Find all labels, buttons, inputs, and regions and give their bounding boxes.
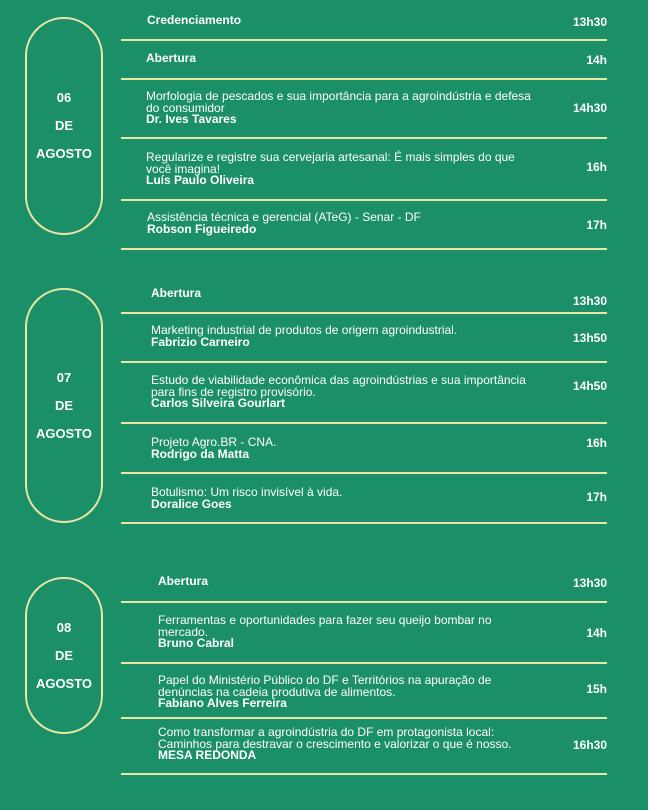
event-speaker: Robson Figueiredo (147, 221, 257, 236)
event-speaker: MESA REDONDA (158, 748, 257, 762)
event-title: Estudo de viabilidade econômica das agroindústrias e sua importância para fins de registro provisório. (151, 373, 526, 399)
divider (121, 662, 607, 664)
event-item (151, 487, 541, 510)
event-title: Projeto Agro.BR - CNA. (151, 435, 277, 449)
date-month: AGOSTO (35, 146, 93, 161)
event-item (146, 152, 536, 187)
event-speaker: Doralice Goes (151, 496, 232, 511)
event-abertura (151, 288, 541, 300)
event-title: Abertura (146, 51, 197, 65)
event-speaker: Dr. Ives Tavares (146, 112, 237, 126)
divider (121, 717, 607, 719)
date-month: AGOSTO (35, 425, 93, 441)
date-de: DE (54, 397, 74, 413)
divider (121, 601, 607, 603)
event-time: 16h (586, 436, 607, 450)
event-time: 17h (586, 218, 607, 232)
date-badge-06 (25, 17, 103, 235)
event-item (147, 212, 537, 235)
event-time: 14h50 (572, 379, 607, 393)
date-day: 07 (56, 369, 72, 385)
event-time: 14h (586, 626, 607, 640)
event-time: 16h30 (572, 738, 607, 752)
event-time: 13h50 (572, 331, 607, 345)
event-time: 15h (586, 682, 607, 696)
event-time: 17h (586, 490, 607, 504)
event-title: Abertura (158, 574, 209, 588)
divider (121, 199, 607, 201)
event-item (151, 375, 531, 410)
divider (121, 137, 607, 139)
event-time: 13h30 (572, 294, 607, 308)
event-time: 16h (586, 160, 607, 174)
event-title: Abertura (151, 286, 202, 300)
event-abertura (158, 576, 548, 588)
event-time: 13h30 (572, 15, 607, 29)
divider (121, 312, 607, 314)
divider (121, 248, 607, 250)
date-day: 08 (56, 619, 72, 635)
event-speaker: Bruno Cabral (158, 636, 235, 650)
event-title: Regularize e registre sua cervejaria artesanal: É mais simples do que você imagina! (146, 150, 515, 176)
divider (121, 522, 607, 524)
date-de: DE (54, 118, 74, 133)
event-speaker: Fabrizio Carneiro (151, 334, 250, 349)
event-title: Botulismo: Um risco invisível à vida. (151, 485, 343, 499)
event-title: Morfologia de pescados e sua importância para a agroindústria e defesa do consumidor (146, 89, 531, 115)
event-title: Assistência técnica e gerencial (ATeG) - Senar - DF (147, 210, 421, 224)
event-speaker: Fabiano Alves Ferreira (158, 696, 287, 710)
event-abertura (146, 53, 536, 65)
date-badge-08 (25, 577, 103, 734)
event-title: Como transformar a agroindústria do DF em protagonista local: Caminhos para destravar o crescimento e valorizar o que é nosso. (158, 725, 512, 751)
event-title: Papel do Ministério Público do DF e Territórios na apuração de denúncias na cadeia produtiva de alimentos. (158, 673, 492, 699)
date-badge-07 (25, 288, 103, 523)
event-speaker: Rodrigo da Matta (151, 446, 249, 461)
event-credenciamento (147, 15, 537, 27)
event-item (158, 675, 503, 710)
event-item (151, 325, 541, 348)
divider (121, 422, 607, 424)
event-item (158, 727, 518, 762)
event-time: 14h (586, 53, 607, 67)
event-speaker: Luís Paulo Oliveira (146, 173, 255, 187)
event-title: Marketing industrial de produtos de origem agroindustrial. (151, 323, 458, 337)
divider (121, 361, 607, 363)
event-title: Credenciamento (147, 13, 242, 27)
event-item (146, 91, 536, 126)
event-speaker: Carlos Silveira Gourlart (151, 396, 286, 410)
event-time: 13h30 (572, 576, 607, 590)
divider (121, 773, 607, 775)
divider (121, 39, 607, 41)
event-title: Ferramentas e oportunidades para fazer seu queijo bombar no mercado. (158, 613, 492, 639)
event-time: 14h30 (572, 101, 607, 115)
date-de: DE (54, 647, 74, 663)
divider (121, 472, 607, 474)
event-item (151, 437, 541, 460)
event-item (158, 615, 503, 650)
date-month: AGOSTO (35, 675, 93, 691)
date-day: 06 (56, 90, 72, 105)
divider (121, 78, 607, 80)
